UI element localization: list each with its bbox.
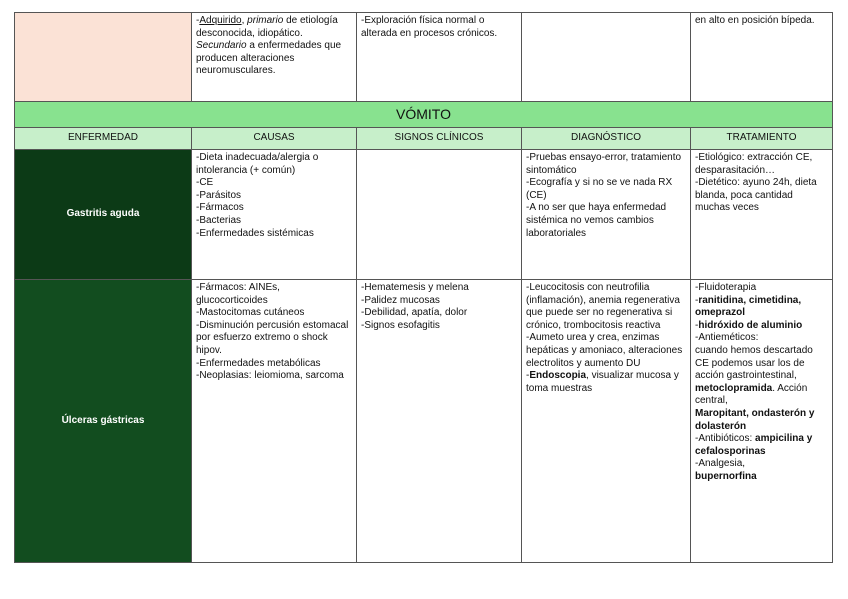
disease-ulceras: Úlceras gástricas (15, 280, 192, 563)
list-item: -Palidez mucosas (361, 294, 440, 306)
treatment-ulceras: -Fluidoterapia -ranitidina, cimetidina, omeprazol -hidróxido de aluminio -Antieméticos: cuando hemos descartado CE podemos usar los de acción gastrointestinal, metoclopramida. Acción central, Maropitant, ondasterón y dolasterón -Antibióticos: ampicilina y cefalosporinas -Analgesia, bupernorfina (691, 280, 833, 563)
list-item: -A no ser que haya enfermedad sistémica no vemos cambios laboratoriales (526, 202, 667, 239)
signs-ulceras (357, 280, 522, 563)
list-item: -Hematemesis y melena (361, 282, 469, 293)
list-item: -Enfermedades metabólicas (196, 357, 321, 369)
treatment-gastritis (691, 150, 833, 280)
signs-gastritis (357, 150, 522, 280)
list-item: -Bacterias (196, 214, 242, 226)
list-item: -Ecografía y si no se ve nada RX (CE) (526, 177, 673, 201)
treatment-cell-previous: en alto en posición bípeda. (691, 13, 833, 102)
header-treatment: TRATAMIENTO (691, 128, 833, 150)
list-item: -Fármacos: AINEs, glucocorticoides (196, 282, 280, 306)
list-item: -Dieta inadecuada/alergia o intolerancia (+ común) (196, 152, 319, 176)
list-item: -Dietético: ayuno 24h, dieta blanda, poca cantidad muchas veces (695, 177, 817, 214)
header-signs: SIGNOS CLÍNICOS (357, 128, 522, 150)
vomit-table (14, 12, 833, 563)
causes-cell-previous: -Adquirido, primario de etiología desconocida, idiopático. Secundario a enfermedades que producen alteraciones neuromusculares. (192, 13, 357, 102)
causes-ulceras (192, 280, 357, 563)
header-diagnosis: DIAGNÓSTICO (522, 128, 691, 150)
table-row-gastritis (15, 150, 833, 280)
list-item: -Etiológico: extracción CE, desparasitación… (695, 152, 813, 176)
header-disease: ENFERMEDAD (15, 128, 192, 150)
disease-cell-previous (15, 13, 192, 102)
diagnosis-cell-previous (522, 13, 691, 102)
list-item: -Leucocitosis con neutrofilia (inflamación), anemia regenerativa que puede ser no regenerativa si crónico, trombocitosis reactiva (526, 282, 680, 331)
list-item: -Enfermedades sistémicas (196, 227, 314, 239)
list-item: -Neoplasias: leiomioma, sarcoma (196, 370, 344, 382)
list-item: -Aumeto urea y crea, enzimas hepáticas y amoniaco, alteraciones electrolitos y aumento DU (526, 332, 683, 369)
diagnosis-ulceras (522, 280, 691, 563)
list-item: -Pruebas ensayo-error, tratamiento sintomático (526, 152, 682, 176)
list-item: -Signos esofagitis (361, 319, 440, 331)
disease-gastritis: Gastritis aguda (15, 150, 192, 280)
list-item: -CE (196, 177, 214, 189)
list-item: -Disminución percusión estomacal por esfuerzo extremo o shock hipov. (196, 319, 349, 356)
section-title-row (15, 102, 833, 128)
previous-table-row (15, 13, 833, 102)
list-item: -Mastocitomas cutáneos (196, 307, 305, 319)
table-row-ulceras (15, 280, 833, 563)
causes-gastritis (192, 150, 357, 280)
list-item: -Endoscopia, visualizar mucosa y toma muestras (526, 370, 679, 394)
header-row (15, 128, 833, 150)
list-item: -Fármacos (196, 202, 244, 214)
list-item: -Debilidad, apatía, dolor (361, 307, 468, 319)
signs-cell-previous: -Exploración física normal o alterada en procesos crónicos. (357, 13, 522, 102)
list-item: -Parásitos (196, 189, 242, 201)
section-title: VÓMITO (15, 102, 833, 128)
diagnosis-gastritis (522, 150, 691, 280)
header-causes: CAUSAS (192, 128, 357, 150)
